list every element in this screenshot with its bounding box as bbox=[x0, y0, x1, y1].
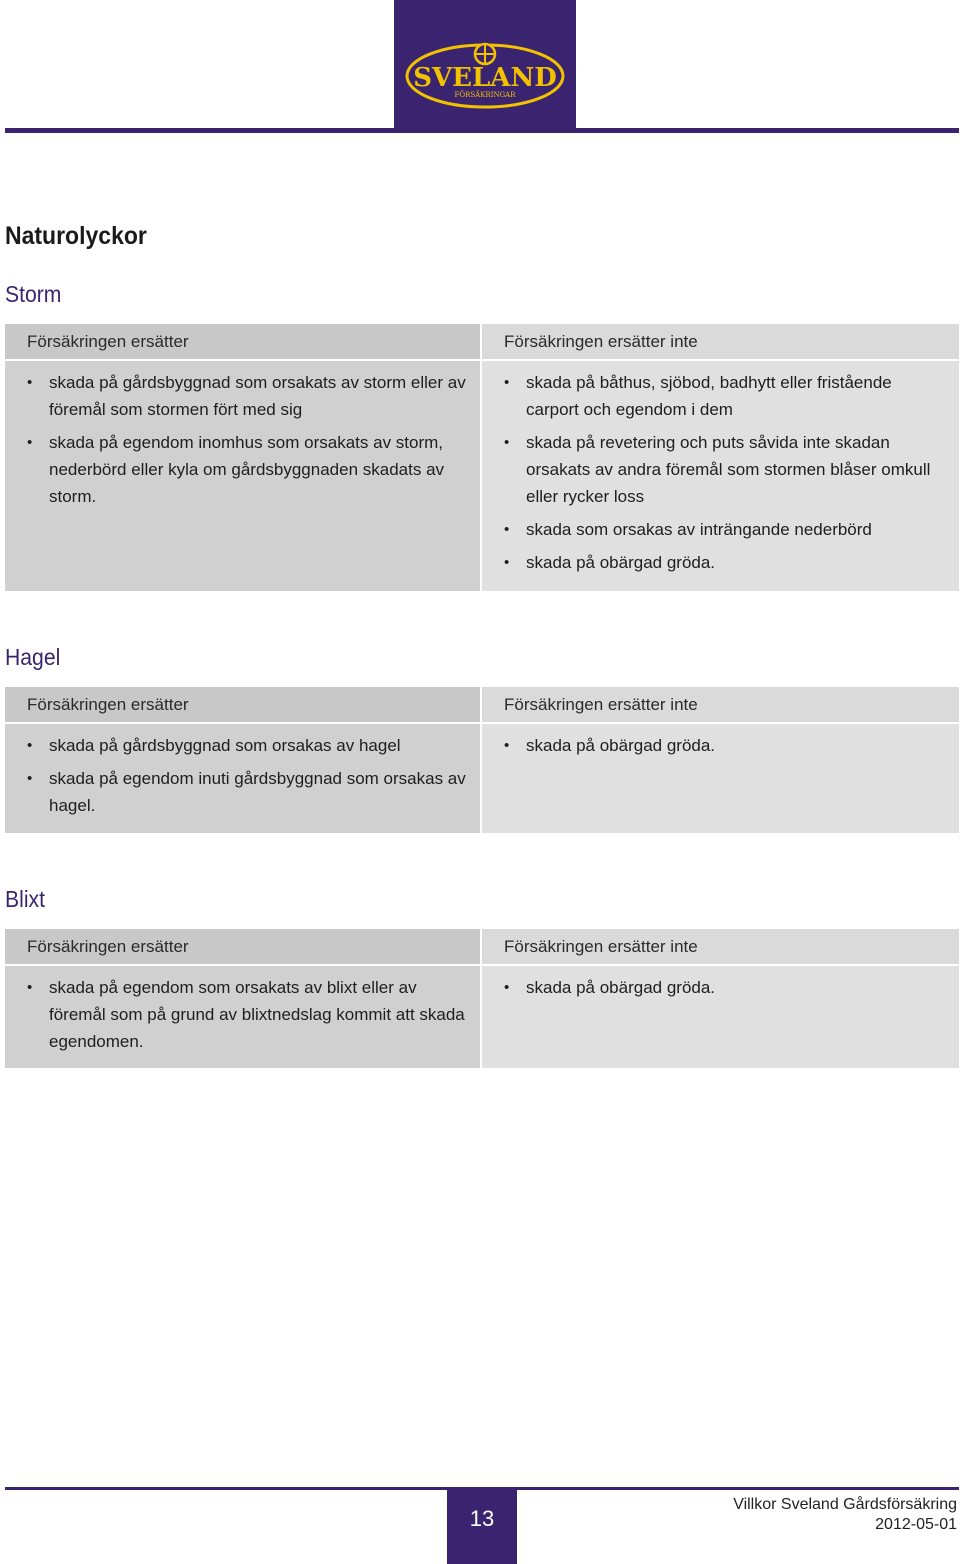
header-divider bbox=[5, 128, 959, 133]
list-item: • skada på egendom inomhus som orsakats av storm, nederbörd eller kyla om gårdsbyggnaden skadats av storm. bbox=[5, 429, 480, 510]
blixt-not-covered-list bbox=[482, 966, 959, 1001]
list-item: • skada som orsakas av inträngande nederbörd bbox=[482, 516, 959, 543]
footer-document-title: Villkor Sveland Gårdsförsäkring bbox=[733, 1496, 957, 1513]
list-item: • skada på egendom inuti gårdsbyggnad som orsakas av hagel. bbox=[5, 765, 480, 819]
hagel-covered-list bbox=[5, 724, 480, 819]
header-logo-banner bbox=[394, 0, 576, 132]
sveland-logo bbox=[394, 0, 576, 132]
blixt-not-covered-column bbox=[482, 929, 959, 1068]
section-title-hagel: Hagel bbox=[5, 644, 61, 670]
section-title-blixt: Blixt bbox=[5, 886, 45, 912]
list-item: • skada på båthus, sjöbod, badhytt eller fristående carport och egendom i dem bbox=[482, 369, 959, 423]
blixt-not-covered-header: Försäkringen ersätter inte bbox=[482, 929, 959, 966]
logo-sub-text: FÖRSÄKRINGAR bbox=[454, 91, 516, 99]
list-item: • skada på gårdsbyggnad som orsakas av hagel bbox=[5, 732, 480, 759]
storm-covered-column bbox=[5, 324, 480, 591]
list-item: • skada på egendom som orsakats av blixt eller av föremål som på grund av blixtnedslag kommit att skada egendomen. bbox=[5, 974, 480, 1055]
logo-brand-text: SVELAND bbox=[413, 63, 557, 93]
storm-not-covered-header: Försäkringen ersätter inte bbox=[482, 324, 959, 361]
hagel-covered-header: Försäkringen ersätter bbox=[5, 687, 480, 724]
blixt-covered-header: Försäkringen ersätter bbox=[5, 929, 480, 966]
list-item: • skada på obärgad gröda. bbox=[482, 549, 959, 576]
hagel-table bbox=[5, 687, 959, 833]
storm-table bbox=[5, 324, 959, 591]
storm-covered-list bbox=[5, 361, 480, 510]
blixt-table bbox=[5, 929, 959, 1068]
hagel-not-covered-header: Försäkringen ersätter inte bbox=[482, 687, 959, 724]
hagel-not-covered-column bbox=[482, 687, 959, 833]
storm-not-covered-list bbox=[482, 361, 959, 576]
hagel-covered-column bbox=[5, 687, 480, 833]
blixt-covered-column bbox=[5, 929, 480, 1068]
list-item: • skada på gårdsbyggnad som orsakats av storm eller av föremål som stormen fört med sig bbox=[5, 369, 480, 423]
hagel-not-covered-list bbox=[482, 724, 959, 759]
storm-covered-header: Försäkringen ersätter bbox=[5, 324, 480, 361]
page-number: 13 bbox=[469, 1506, 495, 1531]
section-title-storm: Storm bbox=[5, 281, 62, 307]
footer-date: 2012-05-01 bbox=[875, 1516, 957, 1533]
list-item: • skada på obärgad gröda. bbox=[482, 974, 959, 1001]
page-title: Naturolyckor bbox=[5, 222, 147, 250]
blixt-covered-list bbox=[5, 966, 480, 1055]
storm-not-covered-column bbox=[482, 324, 959, 591]
list-item: • skada på obärgad gröda. bbox=[482, 732, 959, 759]
list-item: • skada på revetering och puts såvida inte skadan orsakats av andra föremål som stormen blåser omkull eller rycker loss bbox=[482, 429, 959, 510]
